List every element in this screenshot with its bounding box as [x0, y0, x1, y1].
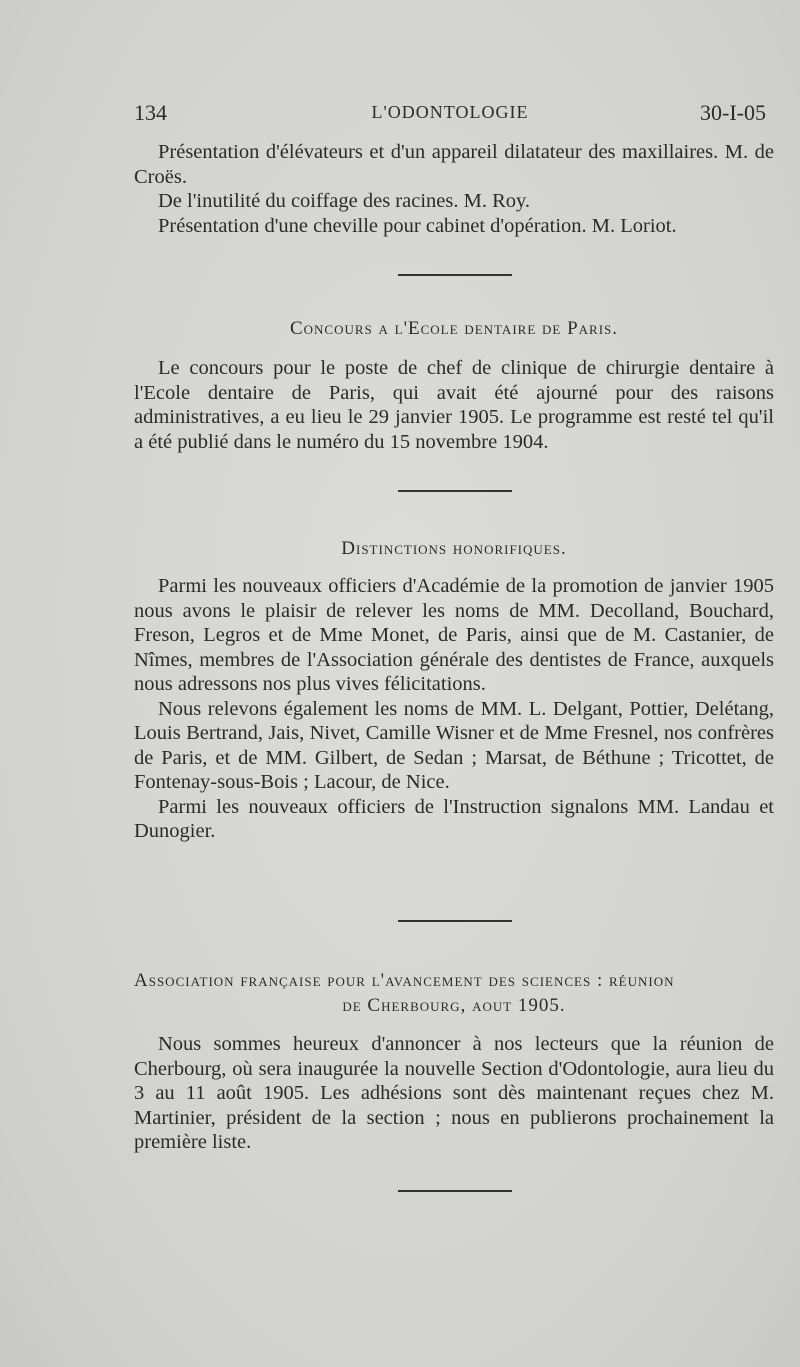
heading-line: Association française pour l'avancement des sciences : réunion	[134, 970, 675, 991]
paragraph: Le concours pour le poste de chef de clinique de chirurgie dentaire à l'Ecole dentaire de Paris, qui avait été ajourné pour des raisons administratives, a eu lieu le 29 janvier 1905. Le programme est resté tel qu'il a été publié dans le numéro du 15 novembre 1904.	[134, 357, 774, 453]
section-body	[134, 1032, 774, 1155]
section-divider	[398, 274, 512, 276]
paragraph: Parmi les nouveaux officiers de l'Instruction signalons MM. Landau et Dunogier.	[134, 795, 774, 842]
intro-line: Présentation d'élévateurs et d'un appareil dilatateur des maxillaires. M. de Croës.	[134, 141, 774, 188]
journal-title: L'ODONTOLOGIE	[371, 102, 529, 122]
section-divider	[398, 920, 512, 922]
heading-line: de Cherbourg, aout 1905.	[342, 995, 566, 1016]
section-divider	[398, 1190, 512, 1192]
paragraph: Nous relevons également les noms de MM. L. Delgant, Pottier, Delétang, Louis Bertrand, Jais, Nivet, Camille Wisner et de Mme Fresnel, nos confrères de Paris, et de MM. Gilbert, de Sedan ; Marsat, de Béthune ; Tricottet, de Fontenay-sous-Bois ; Lacour, de Nice.	[134, 697, 774, 793]
section-divider	[398, 490, 512, 492]
intro-line: De l'inutilité du coiffage des racines. M. Roy.	[158, 190, 531, 212]
intro-block	[134, 140, 774, 238]
running-header	[134, 100, 766, 130]
section-body	[134, 574, 774, 844]
section-body	[134, 356, 774, 454]
section-heading	[134, 968, 774, 1018]
issue-date: 30-I-05	[700, 100, 766, 125]
section-heading: Concours a l'Ecole dentaire de Paris.	[289, 318, 619, 339]
paragraph: Nous sommes heureux d'annoncer à nos lecteurs que la réunion de Cherbourg, où sera inaugurée la nouvelle Section d'Odontologie, aura lieu du 3 au 11 août 1905. Les adhésions sont dès maintenant reçues chez M. Martinier, président de la section ; nous en publierons prochainement la première liste.	[134, 1033, 774, 1153]
section-heading: Distinctions honorifiques.	[341, 538, 567, 559]
page-number: 134	[134, 100, 167, 125]
intro-line: Présentation d'une cheville pour cabinet d'opération. M. Loriot.	[158, 214, 677, 237]
paragraph: Parmi les nouveaux officiers d'Académie de la promotion de janvier 1905 nous avons le plaisir de relever les noms de MM. Decolland, Bouchard, Freson, Legros et de Mme Monet, de Paris, ainsi que de M. Castanier, de Nîmes, membres de l'Association générale des dentistes de France, auxquels nous adressons nos plus vives félicitations.	[134, 575, 774, 695]
